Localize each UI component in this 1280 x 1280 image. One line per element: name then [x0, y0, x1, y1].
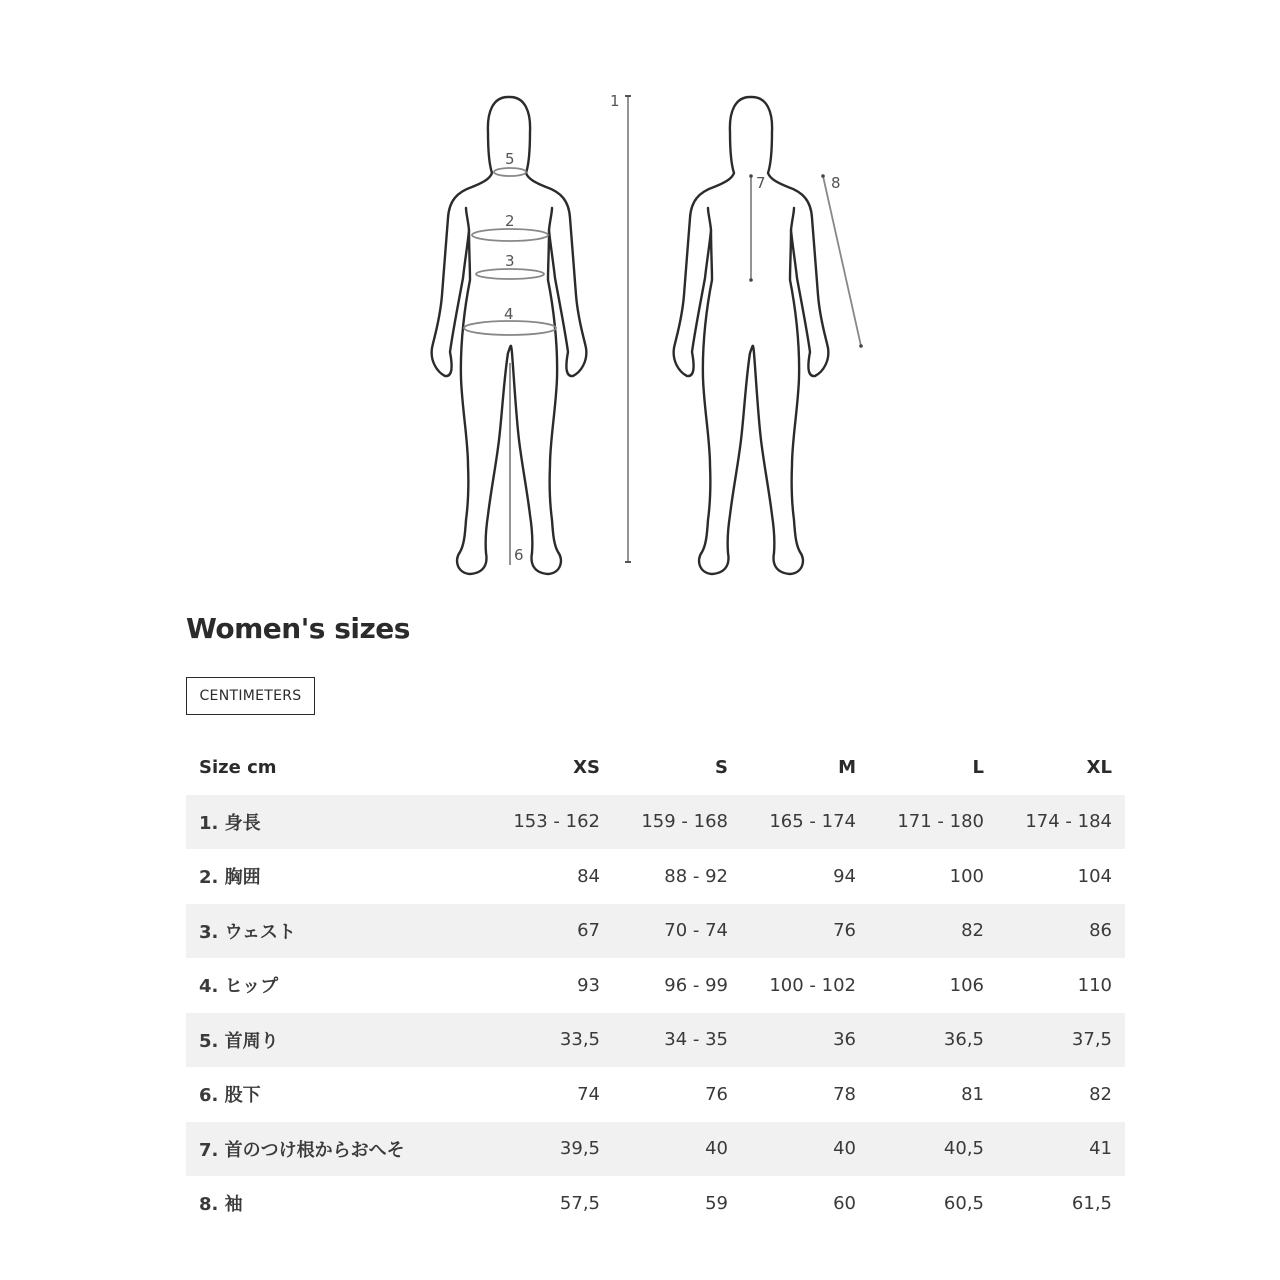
table-row [186, 904, 1125, 959]
table-cell: 174 - 184 [1025, 811, 1112, 833]
row-label: 5. 首周り [199, 1030, 279, 1052]
table-cell: 60,5 [943, 1192, 984, 1214]
table-cell: 36,5 [943, 1029, 984, 1051]
table-row [186, 795, 1125, 850]
row-label: 7. 首のつけ根からおへそ [199, 1139, 405, 1161]
table-cell: 40,5 [943, 1138, 984, 1160]
table-cell: 34 - 35 [664, 1029, 728, 1051]
table-cell: 110 [1077, 974, 1112, 996]
header-size-s: S [715, 756, 728, 778]
table-row [186, 1013, 1125, 1068]
table-cell: 76 [833, 920, 856, 942]
table-cell: 171 - 180 [897, 811, 984, 833]
table-cell: 106 [949, 974, 984, 996]
header-size-xs: XS [573, 756, 600, 778]
table-cell: 100 - 102 [769, 974, 856, 996]
row-label: 2. 胸囲 [199, 867, 261, 889]
table-cell: 70 - 74 [664, 920, 728, 942]
row-label: 4. ヒップ [199, 976, 279, 998]
row-label: 3. ウェスト [199, 921, 296, 943]
table-cell: 93 [577, 974, 600, 996]
table-row [186, 1122, 1125, 1177]
table-cell: 165 - 174 [769, 811, 856, 833]
table-cell: 76 [705, 1083, 728, 1105]
measure-label-7: 7 [756, 174, 766, 192]
table-cell: 40 [833, 1138, 856, 1160]
table-cell: 67 [577, 920, 600, 942]
table-cell: 159 - 168 [641, 811, 728, 833]
measure-label-3: 3 [505, 252, 515, 270]
table-cell: 36 [833, 1029, 856, 1051]
table-header-row [186, 740, 1125, 795]
table-cell: 57,5 [559, 1192, 600, 1214]
row-label: 1. 身長 [199, 812, 261, 834]
front-measurements [464, 96, 631, 565]
measurement-diagram [400, 80, 880, 590]
measure-label-8: 8 [831, 174, 841, 192]
header-size-m: M [838, 756, 856, 778]
size-chart-table [186, 740, 1125, 1231]
table-cell: 74 [577, 1083, 600, 1105]
table-cell: 86 [1089, 920, 1112, 942]
table-row [186, 958, 1125, 1013]
measure-label-1: 1 [610, 92, 620, 110]
table-cell: 104 [1077, 865, 1112, 887]
table-cell: 37,5 [1071, 1029, 1112, 1051]
table-cell: 84 [577, 865, 600, 887]
table-cell: 100 [949, 865, 984, 887]
table-cell: 96 - 99 [664, 974, 728, 996]
header-size-xl: XL [1086, 756, 1112, 778]
table-cell: 39,5 [559, 1138, 600, 1160]
table-cell: 40 [705, 1138, 728, 1160]
table-cell: 60 [833, 1192, 856, 1214]
table-cell: 59 [705, 1192, 728, 1214]
centimeters-unit-button[interactable]: CENTIMETERS [186, 677, 315, 715]
row-label: 8. 袖 [199, 1194, 243, 1216]
table-cell: 33,5 [559, 1029, 600, 1051]
body-outline-illustration [400, 80, 880, 590]
table-cell: 82 [961, 920, 984, 942]
table-cell: 41 [1089, 1138, 1112, 1160]
row-label: 6. 股下 [199, 1085, 261, 1107]
page-title: Women's sizes [186, 612, 410, 645]
header-size-cm: Size cm [199, 756, 277, 778]
back-figure [674, 97, 829, 574]
table-cell: 82 [1089, 1083, 1112, 1105]
table-cell: 153 - 162 [513, 811, 600, 833]
measure-label-2: 2 [505, 212, 515, 230]
table-cell: 88 - 92 [664, 865, 728, 887]
table-cell: 61,5 [1071, 1192, 1112, 1214]
table-cell: 78 [833, 1083, 856, 1105]
table-row [186, 1176, 1125, 1231]
table-cell: 81 [961, 1083, 984, 1105]
table-row [186, 849, 1125, 904]
measure-label-4: 4 [504, 305, 514, 323]
table-cell: 94 [833, 865, 856, 887]
measure-label-6: 6 [514, 546, 524, 564]
measure-label-5: 5 [505, 150, 515, 168]
table-row [186, 1067, 1125, 1122]
header-size-l: L [972, 756, 984, 778]
